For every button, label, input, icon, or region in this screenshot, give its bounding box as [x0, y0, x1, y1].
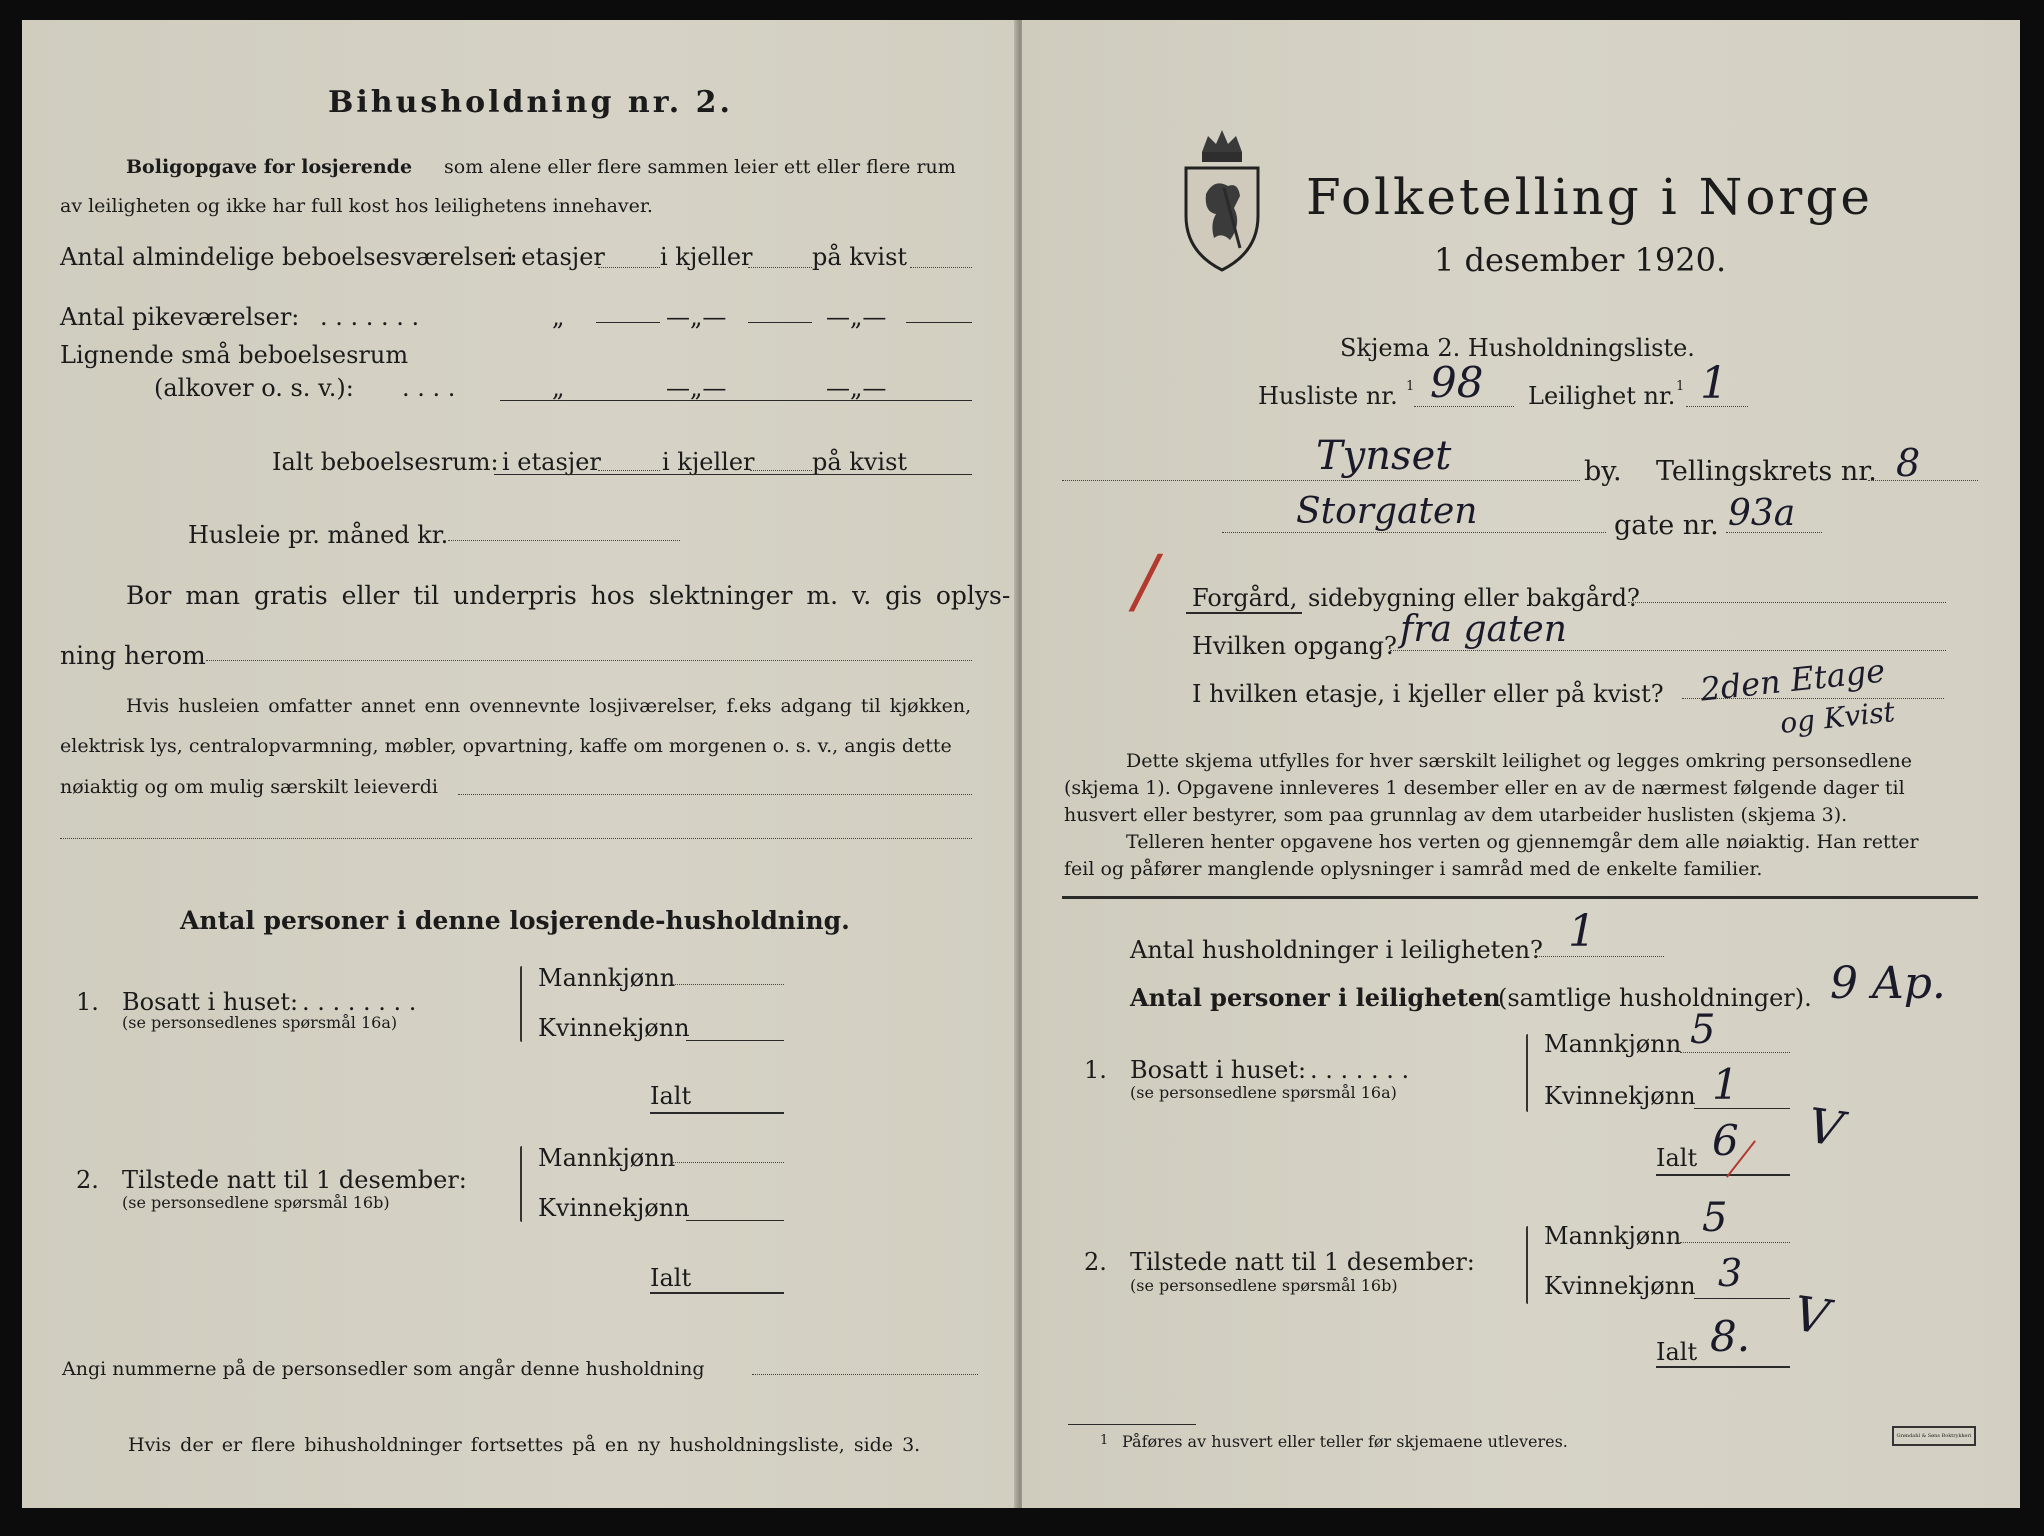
r-q1-number: 1. [1084, 1056, 1107, 1084]
husliste-value: 98 [1430, 358, 1484, 407]
schema-title: Skjema 2. Husholdningsliste. [1340, 334, 1695, 362]
census-title: Folketelling i Norge [1306, 168, 1873, 226]
small-rooms-ditto-3: —„— [826, 374, 887, 402]
leilighet-footnote-mark: 1 [1676, 379, 1685, 394]
red-mark: / [1134, 540, 1158, 622]
intro-text: som alene eller flere sammen leier ett eller flere rum [444, 156, 956, 178]
left-footer: Hvis der er flere bihusholdninger fortsettes på en ny husholdningsliste, side 3. [128, 1434, 921, 1456]
gate-value: Storgaten [1296, 491, 1478, 532]
r-q2-male-label: Mannkjønn [1544, 1222, 1682, 1250]
gate-nr-value: 93a [1728, 493, 1796, 534]
r-q1-total-label: Ialt [1656, 1144, 1698, 1172]
instruction-line-2: (skjema 1). Opgavene innleveres 1 desember eller en av de nærmest følgende dager til [1064, 777, 1905, 799]
r-q2-total-field[interactable] [1656, 1366, 1790, 1368]
pike-etasjer-field[interactable] [596, 322, 660, 323]
persons-label-bold: Antal personer i leiligheten [1130, 983, 1501, 1012]
rent-label: Husleie pr. måned kr. [188, 521, 449, 549]
free-line1: Bor man gratis eller til underpris hos slektninger m. v. gis oplys- [126, 581, 1011, 610]
left-title: Bihusholdning nr. 2. [328, 85, 733, 120]
intro-bold: Boligopgave for losjerende [126, 156, 413, 178]
forgard-rest: sidebygning eller bakgård? [1308, 584, 1640, 612]
coat-of-arms-icon [1180, 124, 1264, 274]
r-q2-female-label: Kvinnekjønn [1544, 1272, 1696, 1300]
free-line2: ning herom [60, 641, 206, 670]
households-label: Antal husholdninger i leiligheten? [1130, 936, 1543, 964]
by-field[interactable] [1062, 480, 1580, 481]
total-rooms-col-etasjer: i etasjer [502, 448, 601, 476]
rent-field[interactable] [448, 540, 680, 541]
by-value: Tynset [1316, 433, 1452, 479]
rooms-label: Antal almindelige beboelsesværelser: [60, 243, 518, 271]
households-field[interactable] [1534, 956, 1664, 957]
r-q1-total-value: 6 [1712, 1116, 1739, 1165]
l-q2-brace [520, 1146, 522, 1222]
r-q2-female-field[interactable] [1694, 1298, 1790, 1299]
krets-field[interactable] [1868, 480, 1978, 481]
l-q2-total-label: Ialt [650, 1264, 692, 1292]
l-q2-total-field[interactable] [650, 1292, 784, 1294]
r-q1-check: V [1804, 1097, 1847, 1159]
krets-value: 8 [1896, 441, 1921, 485]
l-q2-female-label: Kvinnekjønn [538, 1194, 690, 1222]
r-q1-male-label: Mannkjønn [1544, 1030, 1682, 1058]
opgang-value: fra gaten [1400, 609, 1567, 650]
printer-stamp: Grøndahl & Søns Boktrykkeri [1892, 1426, 1976, 1446]
pike-ditto-3: —„— [826, 303, 887, 331]
rooms-col-kvist: på kvist [812, 243, 908, 271]
rooms-kjeller-field[interactable] [748, 267, 812, 268]
total-rooms-etasjer-field[interactable] [598, 470, 660, 471]
free-field[interactable] [206, 660, 972, 661]
l-q2-female-field[interactable] [686, 1220, 784, 1221]
footnote-rule [1068, 1424, 1196, 1425]
instruction-line-1: Dette skjema utfylles for hver særskilt leilighet og legges omkring personsedlene [1126, 750, 1912, 772]
numbers-field[interactable] [752, 1374, 978, 1375]
l-q1-male-label: Mannkjønn [538, 964, 676, 992]
census-date: 1 desember 1920. [1434, 241, 1727, 279]
r-q1-label: Bosatt i huset: [1130, 1056, 1307, 1084]
opgang-field[interactable] [1390, 650, 1946, 651]
l-q1-number: 1. [76, 988, 99, 1016]
households-value: 1 [1568, 906, 1596, 957]
r-q2-male-value: 5 [1702, 1195, 1728, 1241]
l-q1-sub: (se personsedlenes spørsmål 16a) [122, 1013, 398, 1032]
l-q2-male-field[interactable] [672, 1162, 784, 1163]
r-q1-female-value: 1 [1712, 1060, 1739, 1109]
by-label: by. [1584, 456, 1622, 487]
r-q1-female-field[interactable] [1694, 1108, 1790, 1109]
instruction-line-4: Telleren henter opgavene hos verten og gjennemgår dem alle nøiaktig. Han retter [1126, 831, 1919, 853]
l-q1-dots: . . . . . . . . [302, 988, 417, 1016]
r-q2-total-value: 8. [1710, 1312, 1751, 1361]
etasje-value: 2den Etage [1698, 651, 1887, 709]
rooms-col-etasjer: i etasjer [506, 243, 605, 271]
r-q1-male-value: 5 [1690, 1007, 1716, 1053]
pike-ditto: „ [552, 303, 565, 331]
footnote-text: Påføres av husvert eller teller før skjemaene utleveres. [1122, 1432, 1568, 1451]
r-q2-brace [1526, 1226, 1528, 1304]
l-q2-label: Tilstede natt til 1 desember: [122, 1166, 467, 1194]
husliste-label: Husliste nr. [1258, 382, 1398, 410]
r-q1-total-field[interactable] [1656, 1174, 1790, 1176]
small-rooms-dots: . . . . [402, 374, 456, 402]
persons-label-rest: (samtlige husholdninger). [1498, 984, 1812, 1012]
opgang-label: Hvilken opgang? [1192, 632, 1397, 660]
persons-heading: Antal personer i denne losjerende-husholdning. [180, 906, 850, 935]
r-q2-total-label: Ialt [1656, 1338, 1698, 1366]
l-q2-number: 2. [76, 1166, 99, 1194]
small-rooms-ditto-2: —„— [666, 374, 727, 402]
pike-label: Antal pikeværelser: [60, 303, 300, 331]
small-rooms-label-2: (alkover o. s. v.): [154, 374, 354, 402]
l-q1-female-field[interactable] [686, 1040, 784, 1041]
rooms-col-kjeller: i kjeller [660, 243, 753, 271]
krets-label: Tellingskrets nr. [1656, 456, 1877, 487]
l-q1-label: Bosatt i huset: [122, 988, 299, 1016]
rent-note-field[interactable] [458, 794, 972, 795]
rooms-etasjer-field[interactable] [598, 267, 660, 268]
r-q2-number: 2. [1084, 1248, 1107, 1276]
rent-note-1: Hvis husleien omfatter annet enn ovennevnte losjiværelser, f.eks adgang til kjøkken, [126, 695, 972, 717]
forgard-field[interactable] [1628, 602, 1946, 603]
leilighet-value: 1 [1700, 358, 1728, 409]
r-q1-female-label: Kvinnekjønn [1544, 1082, 1696, 1110]
persons-value: 9 Ap. [1830, 958, 1946, 1009]
l-q1-total-label: Ialt [650, 1082, 692, 1110]
gate-label: gate nr. [1614, 510, 1719, 541]
pike-kvist-field[interactable] [906, 322, 972, 323]
small-rooms-field[interactable] [500, 400, 972, 401]
pike-ditto-2: —„— [666, 303, 727, 331]
rent-note-2: elektrisk lys, centralopvarmning, møbler, opvartning, kaffe om morgenen o. s. v., angis dette [60, 735, 952, 757]
small-rooms-label-1: Lignende små beboelsesrum [60, 341, 409, 369]
etasje-label: I hvilken etasje, i kjeller eller på kvist? [1192, 680, 1664, 708]
total-rooms-underline [494, 474, 972, 475]
gate-field[interactable] [1222, 532, 1606, 533]
pike-kjeller-field[interactable] [748, 322, 812, 323]
l-q1-female-label: Kvinnekjønn [538, 1014, 690, 1042]
small-rooms-ditto: „ [552, 374, 565, 402]
rooms-kvist-field[interactable] [910, 267, 972, 268]
instruction-line-5: feil og påfører manglende oplysninger i samråd med de enkelte familier. [1064, 858, 1763, 880]
intro-line2: av leiligheten og ikke har full kost hos leilighetens innehaver. [60, 195, 653, 217]
r-q1-sub: (se personsedlene spørsmål 16a) [1130, 1083, 1397, 1102]
r-q2-sub: (se personsedlene spørsmål 16b) [1130, 1276, 1398, 1295]
r-q2-female-value: 3 [1718, 1251, 1743, 1295]
r-q2-check: V [1790, 1285, 1833, 1347]
l-q1-total-field[interactable] [650, 1112, 784, 1114]
forgard-option[interactable]: Forgård, [1192, 584, 1298, 612]
r-q1-dots: . . . . . . . [1310, 1056, 1410, 1084]
r-q2-label: Tilstede natt til 1 desember: [1130, 1248, 1475, 1276]
husliste-footnote-mark: 1 [1406, 379, 1415, 394]
r-q2-male-field[interactable] [1680, 1242, 1790, 1243]
r-q1-brace [1526, 1034, 1528, 1112]
leilighet-label: Leilighet nr. [1528, 382, 1676, 410]
total-rooms-label: Ialt beboelsesrum: [272, 448, 499, 476]
forgard-underline [1186, 612, 1302, 614]
pike-dots: . . . . . . . [320, 303, 420, 331]
l-q2-male-label: Mannkjønn [538, 1144, 676, 1172]
instruction-divider [1062, 896, 1978, 899]
total-rooms-kjeller-field[interactable] [750, 470, 812, 471]
instruction-line-3: husvert eller bestyrer, som paa grunnlag av dem utarbeider huslisten (skjema 3). [1064, 804, 1848, 826]
l-q1-brace [520, 966, 522, 1042]
l-q2-sub: (se personsedlene spørsmål 16b) [122, 1193, 390, 1212]
rent-note-field-2[interactable] [60, 838, 972, 839]
total-rooms-col-kvist: på kvist [812, 448, 908, 476]
l-q1-male-field[interactable] [672, 984, 784, 985]
footnote-number: 1 [1100, 1433, 1109, 1448]
etasje-value-2: og Kvist [1778, 695, 1897, 740]
rent-note-3: nøiaktig og om mulig særskilt leieverdi [60, 776, 438, 798]
total-rooms-col-kjeller: i kjeller [662, 448, 755, 476]
numbers-label: Angi nummerne på de personsedler som angår denne husholdning [62, 1358, 705, 1380]
